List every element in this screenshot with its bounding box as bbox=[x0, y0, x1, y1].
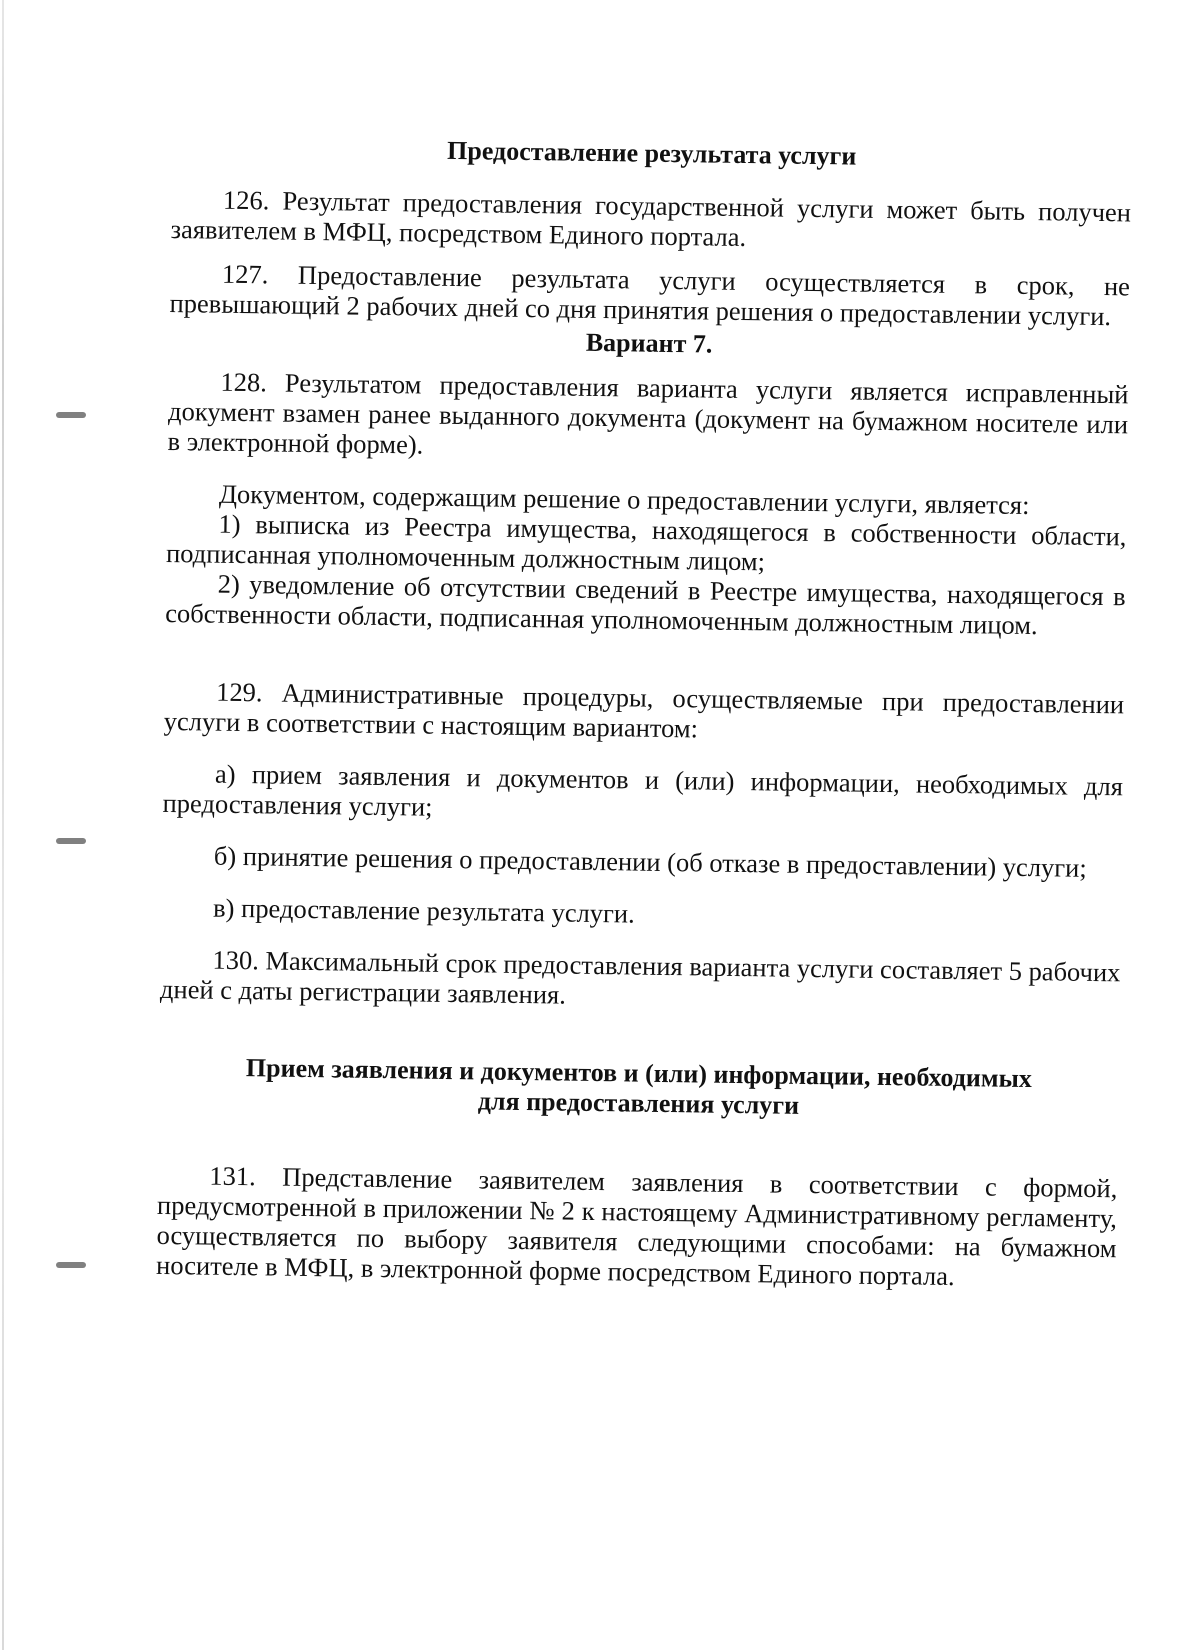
procedure-item-a: а) прием заявления и документов и (или) информации, необходимых для предоставления услуги; bbox=[162, 758, 1124, 822]
paragraph-126: 126. Результат предоставления государственной услуги может быть получен заявителем в МФЦ, посредством Единого портала. bbox=[170, 184, 1132, 253]
punch-mark bbox=[56, 838, 86, 844]
scan-edge bbox=[2, 0, 4, 1650]
document-body bbox=[156, 132, 1132, 1293]
document-intro: Документом, содержащим решение о предоставлении услуги, является: bbox=[218, 478, 1030, 521]
section-heading-variant: Вариант 7. bbox=[585, 327, 713, 359]
procedure-item-b: б) принятие решения о предоставлении (об отказе в предоставлении) услуги; bbox=[213, 840, 1087, 883]
paragraph-131: 131. Представление заявителем заявления в соответствии с формой, предусмотренной в приложении № 2 к настоящему Административному регламенту, осуществляется по выбору заявителя следующими способами: на бумажном носителе в МФЦ, в электронной форме посредством Единого портала. bbox=[155, 1160, 1118, 1292]
paragraph-130: 130. Максимальный срок предоставления варианта услуги составляет 5 рабочих дней с даты регистрации заявления. bbox=[159, 944, 1121, 1010]
paragraph-128: 128. Результатом предоставления варианта услуги является исправленный документ взамен ранее выданного документа (документ на бумажном носителе или в электронной форме). bbox=[167, 366, 1129, 460]
punch-mark bbox=[56, 412, 86, 418]
document-item-2: 2) уведомление об отсутствии сведений в Реестре имущества, находящегося в собственности области, подписанная уполномоченным должностным лицом. bbox=[165, 568, 1126, 641]
section-heading-result: Предоставление результата услуги bbox=[446, 135, 857, 171]
section-heading-application-line2: для предоставления услуги bbox=[477, 1086, 800, 1120]
paragraph-129: 129. Административные процедуры, осуществляемые при предоставлении услуги в соответствии с настоящим вариантом: bbox=[163, 676, 1125, 744]
paragraph-127: 127. Предоставление результата услуги осуществляется в срок, не превышающий 2 рабочих дней со дня принятия решения о предоставлении услуги. bbox=[169, 258, 1131, 332]
procedure-item-c: в) предоставление результата услуги. bbox=[212, 892, 635, 929]
punch-mark bbox=[56, 1262, 86, 1268]
document-item-1: 1) выписка из Реестра имущества, находящегося в собственности области, подписанная уполномоченным должностным лицом; bbox=[165, 508, 1127, 577]
section-heading-application-line1: Прием заявления и документов и (или) информации, необходимых bbox=[245, 1053, 1033, 1094]
